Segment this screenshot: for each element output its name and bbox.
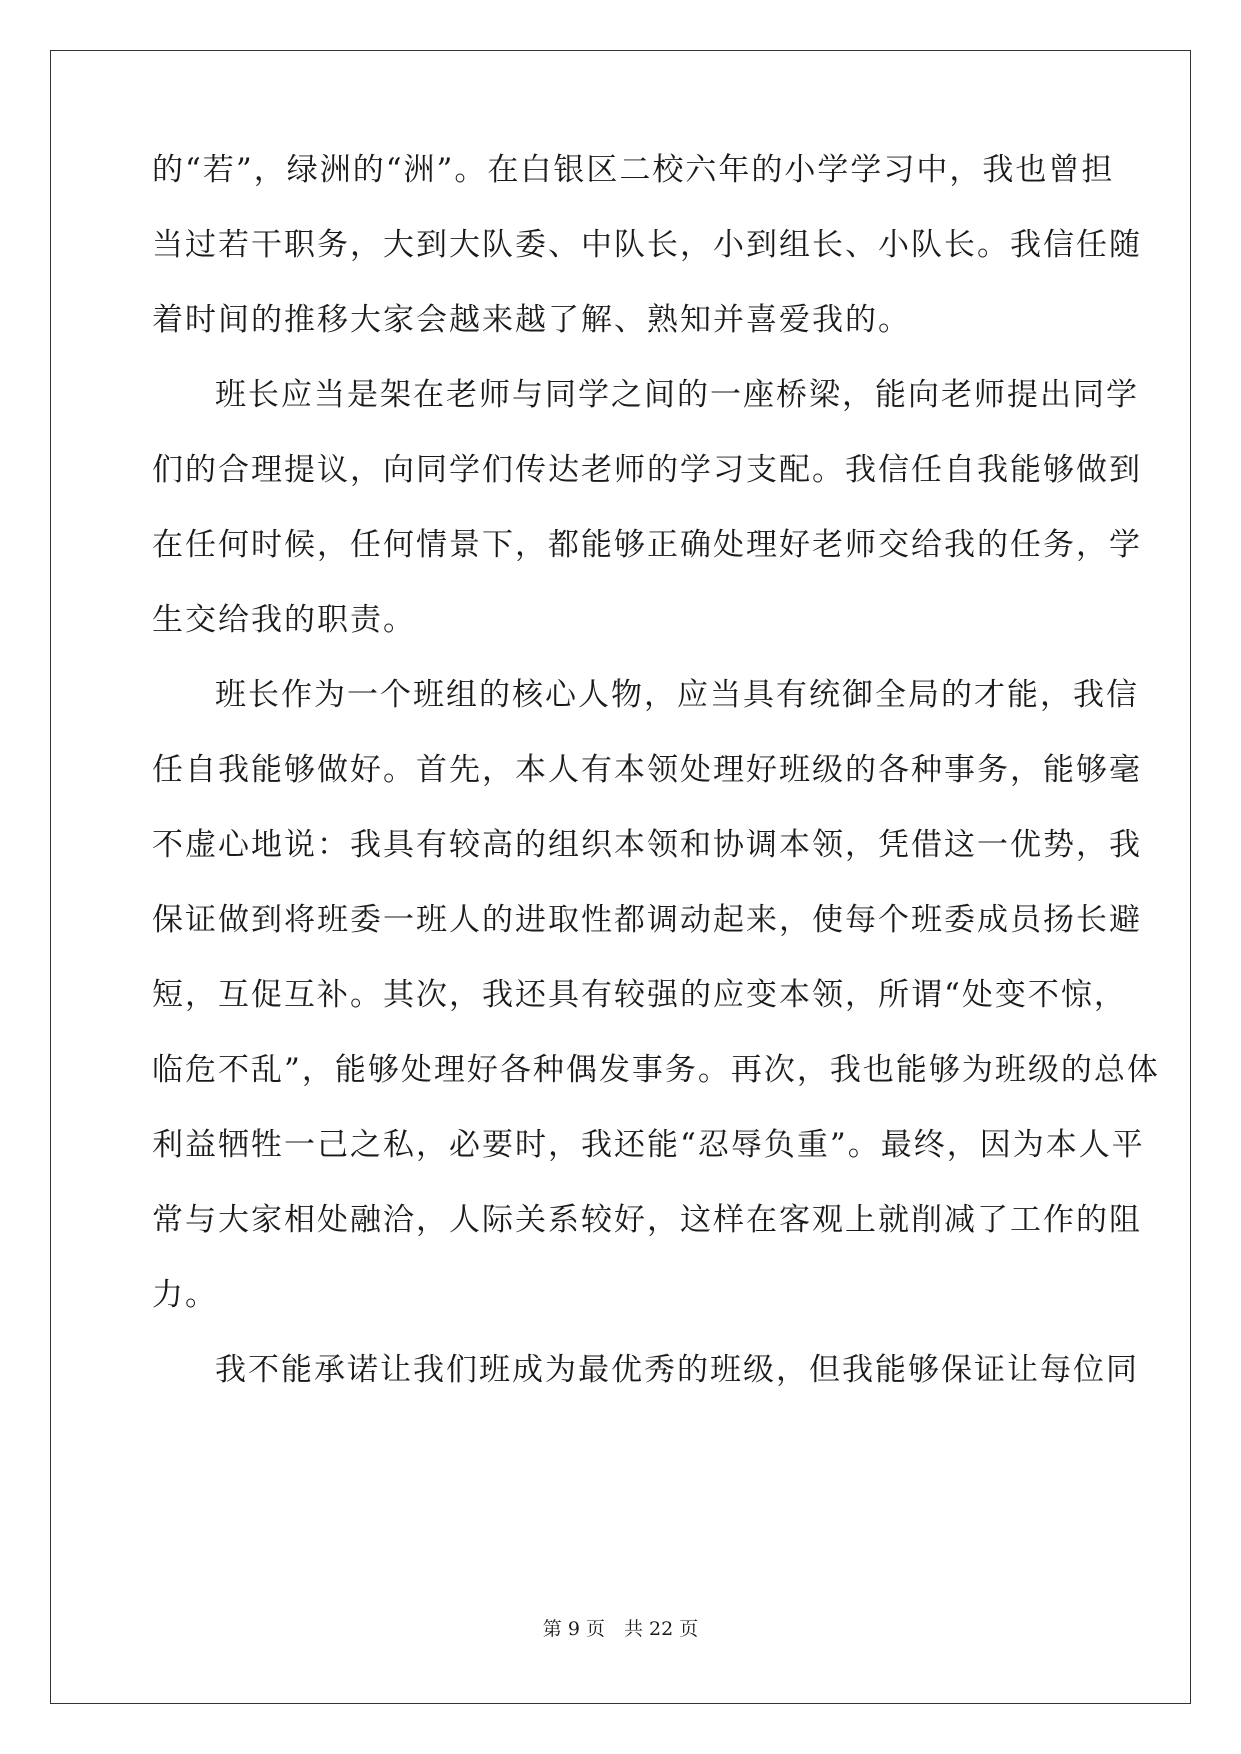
text-line: 我不能承诺让我们班成为最优秀的班级，但我能够保证让每位同 [215,1352,1139,1388]
text-line: 不虚心地说：我具有较高的组织本领和协调本领，凭借这一优势，我 [152,827,1142,863]
text-line: 生交给我的职责。 [152,602,416,638]
text-line: 班长应当是架在老师与同学之间的一座桥梁，能向老师提出同学 [215,377,1139,413]
text-line: 们的合理提议，向同学们传达老师的学习支配。我信任自我能够做到 [152,452,1142,488]
text-line: 常与大家相处融洽，人际关系较好，这样在客观上就削减了工作的阻 [152,1202,1142,1238]
text-line: 班长作为一个班组的核心人物，应当具有统御全局的才能，我信 [215,677,1139,713]
text-line: 保证做到将班委一班人的进取性都调动起来，使每个班委成员扬长避 [152,902,1142,938]
text-line: 短，互促互补。其次，我还具有较强的应变本领，所谓“处变不惊， [152,977,1127,1013]
text-line: 利益牺牲一己之私，必要时，我还能“忍辱负重”。最终，因为本人平 [152,1127,1145,1163]
text-line: 着时间的推移大家会越来越了解、熟知并喜爱我的。 [152,302,911,338]
page-number: 第 9 页 共 22 页 [542,1618,699,1640]
text-line: 当过若干职务，大到大队委、中队长，小到组长、小队长。我信任随 [152,227,1142,263]
text-line: 任自我能够做好。首先，本人有本领处理好班级的各种事务，能够毫 [152,752,1142,788]
text-line: 临危不乱”，能够处理好各种偶发事务。再次，我也能够为班级的总体 [152,1052,1160,1088]
text-line: 的“若”，绿洲的“洲”。在白银区二校六年的小学学习中，我也曾担 [152,152,1115,188]
text-line: 力。 [152,1277,218,1313]
text-line: 在任何时候，任何情景下，都能够正确处理好老师交给我的任务，学 [152,527,1142,563]
